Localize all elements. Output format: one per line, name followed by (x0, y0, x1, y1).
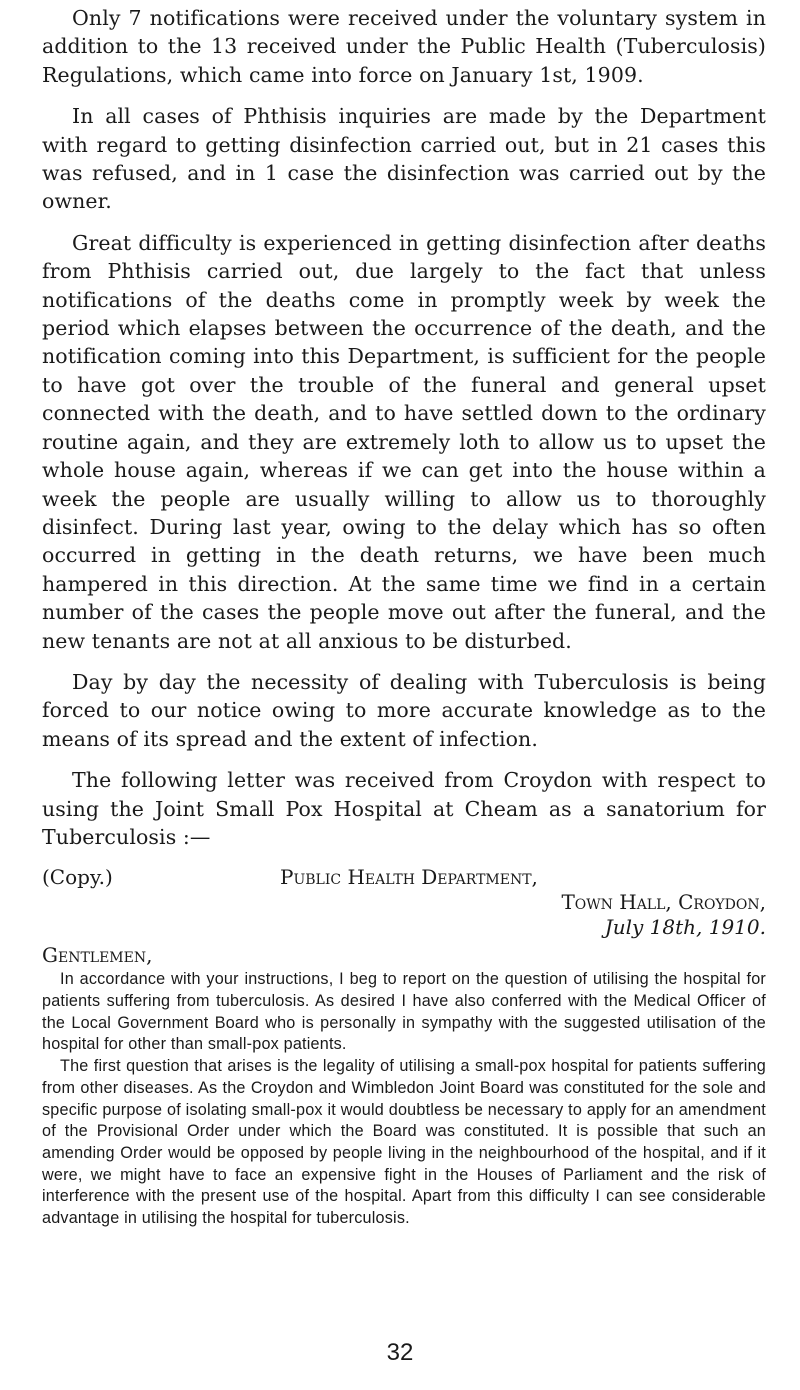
letter-paragraph: The first question that arises is the legality of utilising a small-pox hospital for patients suffering from other diseases. As the Croydon and Wimbledon Joint Board was constituted for the sole and specific purpose of isolating small-pox it would doubtless be necessary to apply for an amendment of the Provisional Order under which the Board was constituted. It is possible that such an amending Order would be opposed by people living in the neighbourhood of the hospital, and if it were, we might have to face an expensive fight in the Houses of Parliament and the risk of interference with the present use of the hospital. Apart from this difficulty I can see considerable advantage in utilising the hospital for tuberculosis. (42, 1057, 766, 1228)
paragraph-inquiries: In all cases of Phthisis inquiries are made by the Department with regard to getting disinfection carried out, but in 21 cases this was refused, and in 1 case the disinfection was carried out by the owner. (42, 104, 766, 214)
letter-department: Public Health Department, (280, 865, 538, 890)
paragraph-difficulty: Great difficulty is experienced in getting disinfection after deaths from Phthisis carried out, due largely to the fact that unless notifications of the deaths come in promptly week by week the period which elapses between the occurrence of the death, and the notification coming into this Department, is sufficient for the people to have got over the trouble of the funeral and general upset connected with the death, and to have settled down to the ordinary routine again, and they are extremely loth to allow us to upset the whole house again, whereas if we can get into the house within a week the people are usually willing to allow us to thoroughly disinfect. During last year, owing to the delay which has so often occurred in getting in the death returns, we have been much hampered in this direction. At the same time we find in a certain number of the cases the people move out after the funeral, and the new tenants are not at all anxious to be disturbed. (42, 230, 766, 653)
letter-salutation: Gentlemen, (42, 943, 153, 968)
letter-paragraph: In accordance with your instructions, I beg to report on the question of utilising the hospital for patients suffering from tuberculosis. As desired I have also conferred with the Medical Officer of the Local Government Board who is personally in sympathy with the suggested utilisation of the hospital for other than small-pox patients. (42, 970, 766, 1054)
copy-label: (Copy.) (42, 865, 113, 890)
letter-date: July 18th, 1910. (604, 915, 766, 940)
paragraph-notifications: Only 7 notifications were received under the voluntary system in addition to the 13 received under the Public Health (Tuberculosis) Regulations, which came into force on January 1st, 1909. (42, 6, 766, 87)
paragraph-necessity: Day by day the necessity of dealing with Tuberculosis is being forced to our notice owing to more accurate knowledge as to the means of its spread and the extent of infection. (42, 669, 766, 751)
letter-header (42, 865, 766, 943)
paragraph-letter-intro: The following letter was received from Croydon with respect to using the Joint Small Pox Hospital at Cheam as a sanatorium for Tuberculosis :— (42, 768, 766, 849)
letter-address: Town Hall, Croydon, (561, 890, 766, 915)
page-number: 32 (386, 1339, 414, 1366)
